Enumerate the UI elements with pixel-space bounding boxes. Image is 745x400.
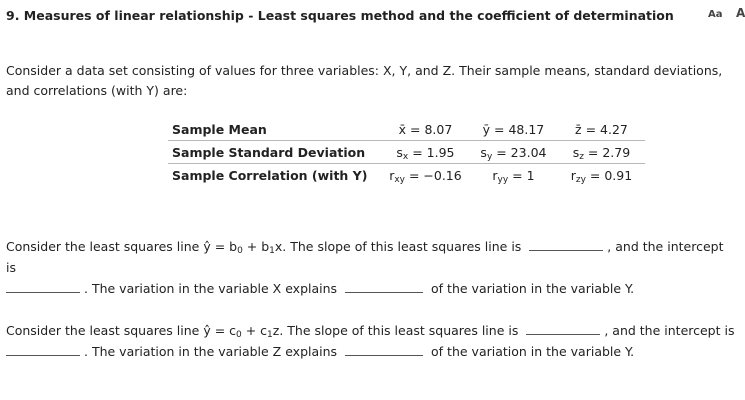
question-part-1: Consider the least squares line ŷ = $b_0 + b_1x$. The slope of this least squares line is , and the intercept is . The variation in the variable X explains of the variation in the variable Y.: [6, 239, 724, 296]
slope-x-answer-blank[interactable]: [529, 237, 603, 251]
intercept-x-answer-blank[interactable]: [6, 279, 80, 293]
variation-z-answer-blank[interactable]: [345, 342, 423, 356]
variation-x-answer-blank[interactable]: [345, 279, 423, 293]
question-part-2: Consider the least squares line ŷ = $c_0 + c_1z$. The slope of this least squares line is , and the intercept is . The variation in the variable Z explains of the variation in the variable Y.: [6, 323, 735, 359]
corr-z: $r_{zy} = 0.91$: [570, 167, 633, 185]
question-title: 9. Measures of linear relationship - Least squares method and the coefficient of determination: [6, 8, 674, 23]
mean-z: z̄ = 4.27: [557, 118, 645, 141]
table-row-sd: [168, 141, 645, 164]
row-label: Sample Standard Deviation: [168, 141, 381, 164]
statistics-table: [168, 118, 645, 186]
sd-z: $s_z = 2.79$: [557, 141, 645, 164]
table-row-correlation: [168, 164, 645, 187]
row-label: Sample Correlation (with Y): [172, 167, 368, 183]
corr-x: $r_{xy} = -0.16$: [389, 167, 462, 185]
intercept-z-answer-blank[interactable]: [6, 342, 80, 356]
mean-y: ȳ = 48.17: [469, 118, 557, 141]
sd-y: $s_y = 23.04$: [469, 141, 557, 164]
font-size-toggle-large[interactable]: A: [736, 6, 745, 20]
intro-text: Consider a data set consisting of values for three variables: X, Y, and Z. Their sample means, standard deviations, and correlations (with Y) are:: [6, 63, 723, 98]
slope-z-answer-blank[interactable]: [526, 321, 600, 335]
font-size-toggle[interactable]: Aa: [708, 9, 723, 20]
corr-y: $r_{yy} = 1$: [492, 167, 535, 185]
table-row-mean: [168, 118, 645, 141]
mean-x: x̄ = 8.07: [381, 118, 469, 141]
row-label: Sample Mean: [168, 118, 381, 141]
sd-x: $s_x = 1.95$: [381, 141, 469, 164]
